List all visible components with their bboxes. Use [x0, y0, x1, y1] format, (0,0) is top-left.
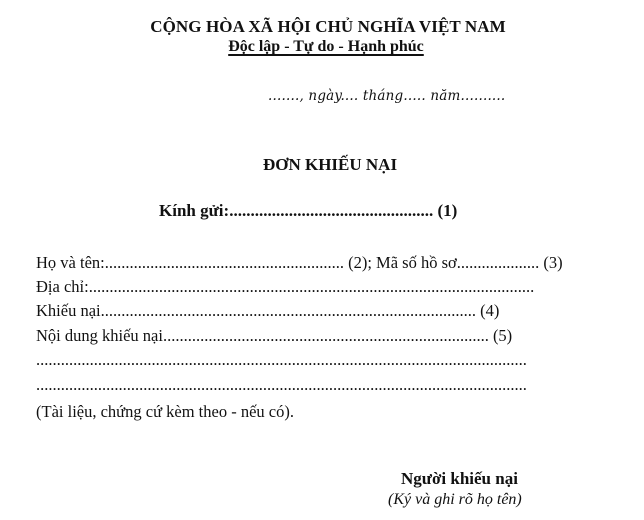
national-motto: Độc lập - Tự do - Hạnh phúc: [228, 38, 424, 55]
document-title: ĐƠN KHIẾU NẠI: [262, 155, 398, 174]
recipient-line: Kính gửi:................................................ (1): [159, 201, 458, 220]
field-complaint: Khiếu nại........................................................................................... (4): [36, 301, 500, 320]
field-continuation-line: .......................................................................................................................: [36, 375, 527, 394]
signature-note: (Ký và ghi rõ họ tên): [388, 491, 522, 508]
field-continuation-line: .......................................................................................................................: [36, 350, 527, 369]
field-complaint-content: Nội dung khiếu nại............................................................................... (5): [36, 326, 513, 345]
date-line: ......., ngày.... tháng..... năm..........: [268, 88, 506, 104]
motto-container: [4, 38, 644, 56]
attachments-note: (Tài liệu, chứng cứ kèm theo - nếu có).: [36, 402, 294, 421]
signature-label: Người khiếu nại: [401, 469, 518, 488]
field-address: Địa chỉ:............................................................................................................: [36, 277, 535, 296]
field-full-name-and-file-code: Họ và tên:.......................................................... (2); Mã số hồ sơ.................... (3): [36, 253, 563, 272]
nation-header: CỘNG HÒA XÃ HỘI CHỦ NGHĨA VIỆT NAM: [150, 17, 506, 36]
